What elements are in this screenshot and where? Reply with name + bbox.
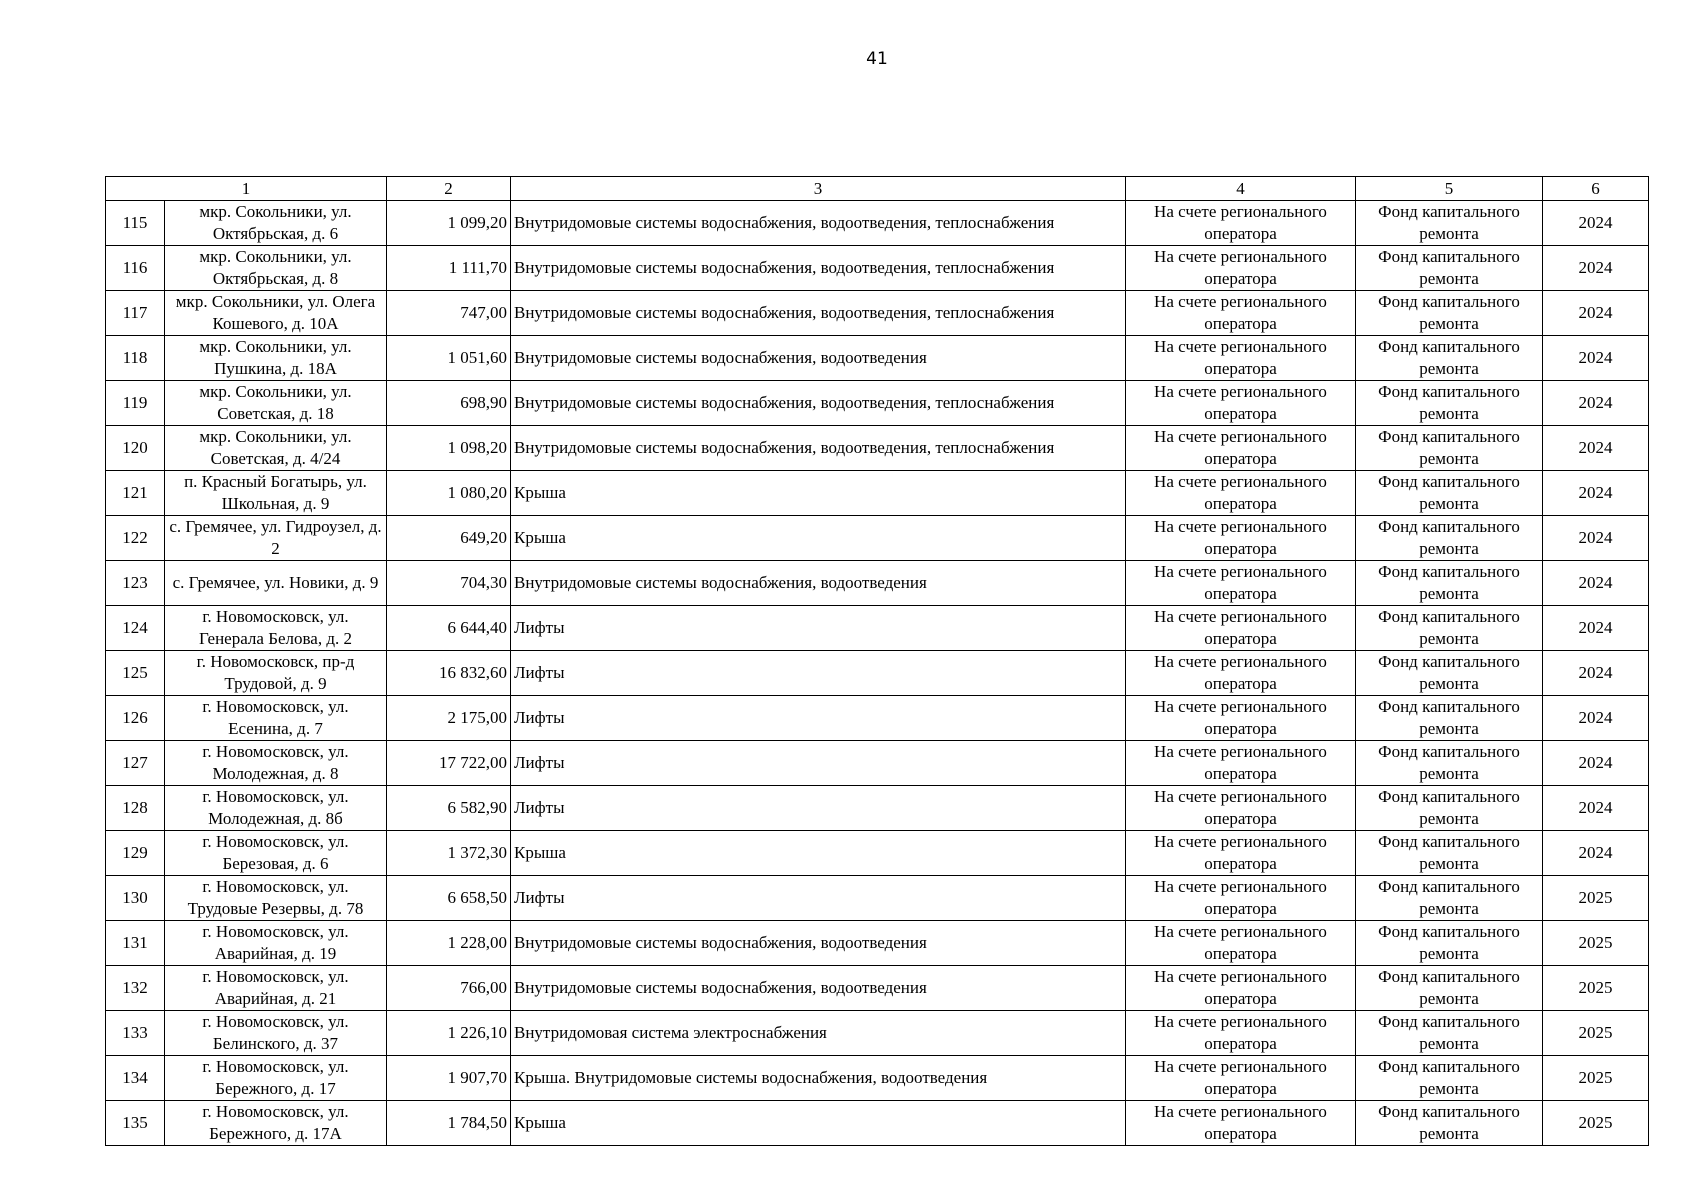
funding-source-cell: Фонд капитального ремонта [1356, 741, 1543, 786]
account-cell: На счете регионального оператора [1126, 1011, 1356, 1056]
table-row [106, 966, 1649, 1011]
account-cell: На счете регионального оператора [1126, 381, 1356, 426]
row-number-cell: 123 [106, 561, 165, 606]
address-cell: г. Новомосковск, ул. Генерала Белова, д. 2 [165, 606, 387, 651]
funding-source-cell: Фонд капитального ремонта [1356, 516, 1543, 561]
works-cell: Крыша [511, 471, 1126, 516]
table-row [106, 606, 1649, 651]
year-cell: 2024 [1543, 381, 1649, 426]
area-cell: 1 907,70 [387, 1056, 511, 1101]
works-cell: Лифты [511, 696, 1126, 741]
address-cell: п. Красный Богатырь, ул. Школьная, д. 9 [165, 471, 387, 516]
area-cell: 2 175,00 [387, 696, 511, 741]
address-cell: г. Новомосковск, ул. Аварийная, д. 19 [165, 921, 387, 966]
account-cell: На счете регионального оператора [1126, 921, 1356, 966]
column-header-6: 6 [1543, 177, 1649, 201]
address-cell: г. Новомосковск, пр-д Трудовой, д. 9 [165, 651, 387, 696]
account-cell: На счете регионального оператора [1126, 786, 1356, 831]
account-cell: На счете регионального оператора [1126, 246, 1356, 291]
table-row [106, 1011, 1649, 1056]
year-cell: 2024 [1543, 696, 1649, 741]
works-cell: Внутридомовые системы водоснабжения, водоотведения, теплоснабжения [511, 426, 1126, 471]
area-cell: 766,00 [387, 966, 511, 1011]
area-cell: 747,00 [387, 291, 511, 336]
row-number-cell: 124 [106, 606, 165, 651]
account-cell: На счете регионального оператора [1126, 291, 1356, 336]
funding-source-cell: Фонд капитального ремонта [1356, 291, 1543, 336]
works-cell: Крыша [511, 1101, 1126, 1146]
column-header-4: 4 [1126, 177, 1356, 201]
column-header-2: 2 [387, 177, 511, 201]
year-cell: 2024 [1543, 201, 1649, 246]
works-cell: Внутридомовые системы водоснабжения, водоотведения, теплоснабжения [511, 201, 1126, 246]
works-cell: Крыша. Внутридомовые системы водоснабжения, водоотведения [511, 1056, 1126, 1101]
address-cell: г. Новомосковск, ул. Молодежная, д. 8 [165, 741, 387, 786]
area-cell: 1 051,60 [387, 336, 511, 381]
address-cell: с. Гремячее, ул. Гидроузел, д. 2 [165, 516, 387, 561]
year-cell: 2024 [1543, 561, 1649, 606]
year-cell: 2024 [1543, 426, 1649, 471]
table-row [106, 831, 1649, 876]
works-cell: Лифты [511, 741, 1126, 786]
row-number-cell: 117 [106, 291, 165, 336]
funding-source-cell: Фонд капитального ремонта [1356, 1011, 1543, 1056]
funding-source-cell: Фонд капитального ремонта [1356, 1101, 1543, 1146]
account-cell: На счете регионального оператора [1126, 651, 1356, 696]
year-cell: 2024 [1543, 516, 1649, 561]
area-cell: 16 832,60 [387, 651, 511, 696]
table-row [106, 786, 1649, 831]
address-cell: г. Новомосковск, ул. Аварийная, д. 21 [165, 966, 387, 1011]
funding-source-cell: Фонд капитального ремонта [1356, 651, 1543, 696]
area-cell: 1 226,10 [387, 1011, 511, 1056]
works-cell: Внутридомовые системы водоснабжения, водоотведения, теплоснабжения [511, 291, 1126, 336]
area-cell: 1 784,50 [387, 1101, 511, 1146]
account-cell: На счете регионального оператора [1126, 471, 1356, 516]
works-cell: Внутридомовые системы водоснабжения, водоотведения, теплоснабжения [511, 246, 1126, 291]
table-row [106, 336, 1649, 381]
row-number-cell: 132 [106, 966, 165, 1011]
year-cell: 2024 [1543, 606, 1649, 651]
row-number-cell: 120 [106, 426, 165, 471]
area-cell: 6 658,50 [387, 876, 511, 921]
funding-source-cell: Фонд капитального ремонта [1356, 876, 1543, 921]
funding-source-cell: Фонд капитального ремонта [1356, 1056, 1543, 1101]
row-number-cell: 126 [106, 696, 165, 741]
account-cell: На счете регионального оператора [1126, 831, 1356, 876]
address-cell: г. Новомосковск, ул. Трудовые Резервы, д. 78 [165, 876, 387, 921]
row-number-cell: 127 [106, 741, 165, 786]
account-cell: На счете регионального оператора [1126, 696, 1356, 741]
funding-source-cell: Фонд капитального ремонта [1356, 561, 1543, 606]
table-row [106, 426, 1649, 471]
account-cell: На счете регионального оператора [1126, 1056, 1356, 1101]
table-header-row [106, 177, 1649, 201]
year-cell: 2024 [1543, 651, 1649, 696]
year-cell: 2025 [1543, 1101, 1649, 1146]
year-cell: 2024 [1543, 336, 1649, 381]
row-number-cell: 135 [106, 1101, 165, 1146]
funding-source-cell: Фонд капитального ремонта [1356, 381, 1543, 426]
year-cell: 2024 [1543, 471, 1649, 516]
account-cell: На счете регионального оператора [1126, 966, 1356, 1011]
account-cell: На счете регионального оператора [1126, 1101, 1356, 1146]
table-row [106, 381, 1649, 426]
row-number-cell: 119 [106, 381, 165, 426]
area-cell: 1 099,20 [387, 201, 511, 246]
area-cell: 17 722,00 [387, 741, 511, 786]
year-cell: 2024 [1543, 246, 1649, 291]
account-cell: На счете регионального оператора [1126, 426, 1356, 471]
area-cell: 1 098,20 [387, 426, 511, 471]
table-row [106, 246, 1649, 291]
works-cell: Внутридомовые системы водоснабжения, водоотведения [511, 561, 1126, 606]
works-cell: Лифты [511, 876, 1126, 921]
area-cell: 698,90 [387, 381, 511, 426]
table-row [106, 1101, 1649, 1146]
address-cell: г. Новомосковск, ул. Белинского, д. 37 [165, 1011, 387, 1056]
funding-source-cell: Фонд капитального ремонта [1356, 336, 1543, 381]
address-cell: мкр. Сокольники, ул. Октябрьская, д. 8 [165, 246, 387, 291]
row-number-cell: 133 [106, 1011, 165, 1056]
funding-source-cell: Фонд капитального ремонта [1356, 471, 1543, 516]
page-number: 41 [866, 49, 888, 69]
year-cell: 2025 [1543, 1056, 1649, 1101]
table-row [106, 291, 1649, 336]
account-cell: На счете регионального оператора [1126, 336, 1356, 381]
address-cell: г. Новомосковск, ул. Есенина, д. 7 [165, 696, 387, 741]
column-header-5: 5 [1356, 177, 1543, 201]
row-number-cell: 115 [106, 201, 165, 246]
works-cell: Крыша [511, 516, 1126, 561]
funding-source-cell: Фонд капитального ремонта [1356, 786, 1543, 831]
table-row [106, 651, 1649, 696]
row-number-cell: 118 [106, 336, 165, 381]
address-cell: мкр. Сокольники, ул. Олега Кошевого, д. 10А [165, 291, 387, 336]
address-cell: г. Новомосковск, ул. Молодежная, д. 8б [165, 786, 387, 831]
row-number-cell: 122 [106, 516, 165, 561]
table-row [106, 471, 1649, 516]
funding-source-cell: Фонд капитального ремонта [1356, 246, 1543, 291]
address-cell: г. Новомосковск, ул. Бережного, д. 17 [165, 1056, 387, 1101]
funding-source-cell: Фонд капитального ремонта [1356, 966, 1543, 1011]
column-header-3: 3 [511, 177, 1126, 201]
area-cell: 649,20 [387, 516, 511, 561]
works-cell: Внутридомовые системы водоснабжения, водоотведения, теплоснабжения [511, 381, 1126, 426]
address-cell: г. Новомосковск, ул. Березовая, д. 6 [165, 831, 387, 876]
area-cell: 1 372,30 [387, 831, 511, 876]
address-cell: мкр. Сокольники, ул. Советская, д. 18 [165, 381, 387, 426]
year-cell: 2024 [1543, 831, 1649, 876]
area-cell: 704,30 [387, 561, 511, 606]
address-cell: мкр. Сокольники, ул. Советская, д. 4/24 [165, 426, 387, 471]
column-header-1: 1 [106, 177, 387, 201]
works-cell: Лифты [511, 786, 1126, 831]
area-cell: 6 582,90 [387, 786, 511, 831]
funding-source-cell: Фонд капитального ремонта [1356, 831, 1543, 876]
table-row [106, 201, 1649, 246]
year-cell: 2025 [1543, 1011, 1649, 1056]
row-number-cell: 130 [106, 876, 165, 921]
works-cell: Внутридомовые системы водоснабжения, водоотведения [511, 921, 1126, 966]
address-cell: с. Гремячее, ул. Новики, д. 9 [165, 561, 387, 606]
works-cell: Внутридомовая система электроснабжения [511, 1011, 1126, 1056]
works-cell: Лифты [511, 606, 1126, 651]
table-row [106, 921, 1649, 966]
works-cell: Лифты [511, 651, 1126, 696]
table-row [106, 741, 1649, 786]
row-number-cell: 121 [106, 471, 165, 516]
account-cell: На счете регионального оператора [1126, 876, 1356, 921]
year-cell: 2025 [1543, 921, 1649, 966]
account-cell: На счете регионального оператора [1126, 561, 1356, 606]
works-cell: Внутридомовые системы водоснабжения, водоотведения [511, 336, 1126, 381]
row-number-cell: 125 [106, 651, 165, 696]
row-number-cell: 116 [106, 246, 165, 291]
year-cell: 2024 [1543, 741, 1649, 786]
address-cell: г. Новомосковск, ул. Бережного, д. 17А [165, 1101, 387, 1146]
address-cell: мкр. Сокольники, ул. Пушкина, д. 18А [165, 336, 387, 381]
works-cell: Внутридомовые системы водоснабжения, водоотведения [511, 966, 1126, 1011]
area-cell: 1 111,70 [387, 246, 511, 291]
account-cell: На счете регионального оператора [1126, 516, 1356, 561]
funding-source-cell: Фонд капитального ремонта [1356, 606, 1543, 651]
row-number-cell: 129 [106, 831, 165, 876]
table-row [106, 516, 1649, 561]
year-cell: 2025 [1543, 966, 1649, 1011]
area-cell: 1 080,20 [387, 471, 511, 516]
row-number-cell: 134 [106, 1056, 165, 1101]
funding-source-cell: Фонд капитального ремонта [1356, 696, 1543, 741]
area-cell: 1 228,00 [387, 921, 511, 966]
funding-source-cell: Фонд капитального ремонта [1356, 921, 1543, 966]
funding-source-cell: Фонд капитального ремонта [1356, 201, 1543, 246]
year-cell: 2025 [1543, 876, 1649, 921]
row-number-cell: 128 [106, 786, 165, 831]
account-cell: На счете регионального оператора [1126, 201, 1356, 246]
table-row [106, 1056, 1649, 1101]
account-cell: На счете регионального оператора [1126, 606, 1356, 651]
table-row [106, 696, 1649, 741]
works-cell: Крыша [511, 831, 1126, 876]
address-cell: мкр. Сокольники, ул. Октябрьская, д. 6 [165, 201, 387, 246]
row-number-cell: 131 [106, 921, 165, 966]
table-row [106, 876, 1649, 921]
account-cell: На счете регионального оператора [1126, 741, 1356, 786]
table-row [106, 561, 1649, 606]
year-cell: 2024 [1543, 786, 1649, 831]
funding-source-cell: Фонд капитального ремонта [1356, 426, 1543, 471]
capital-repair-table [105, 176, 1649, 1146]
area-cell: 6 644,40 [387, 606, 511, 651]
year-cell: 2024 [1543, 291, 1649, 336]
